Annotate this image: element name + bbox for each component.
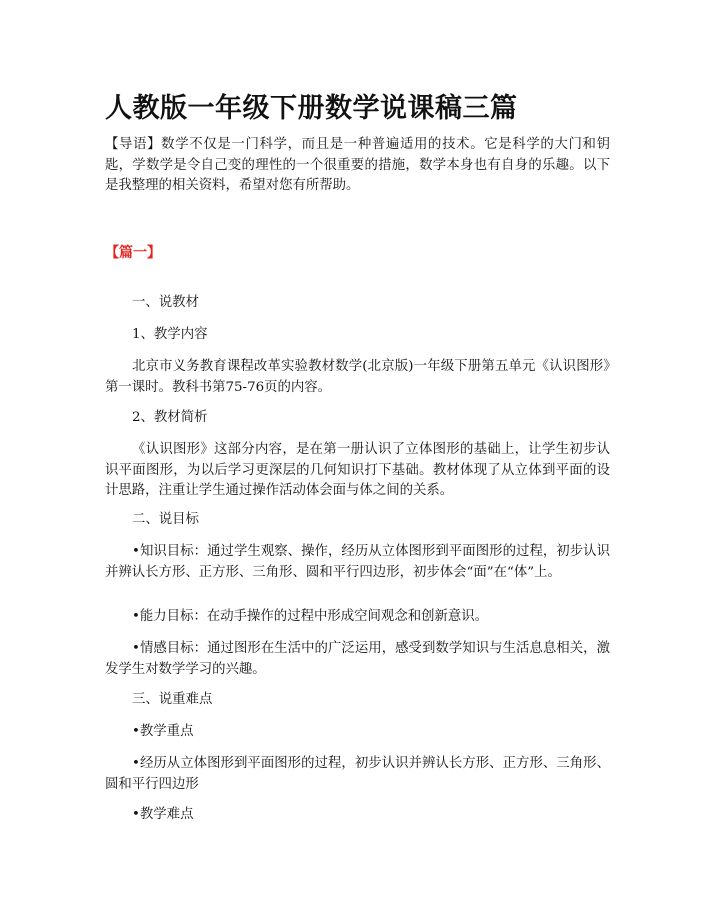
paragraph-ability-objective: •能力目标：在动手操作的过程中形成空间观念和创新意识。: [132, 609, 489, 624]
paragraph-teaching-content: 北京市义务教育课程改革实验教材数学(北京版)一年级下册第五单元《认识图形》第一课时。教科书第75-76页的内容。: [105, 359, 610, 395]
subheading-key-points: •教学重点: [132, 724, 194, 739]
paragraph-material-analysis: 《认识图形》这部分内容，是在第一册认识了立体图形的基础上，让学生初步认识平面图形，为以后学习更深层的几何知识打下基础。教材体现了从立体到平面的设计思路，注重让学生通过操作活动体会面与体之间的关系。: [105, 442, 610, 498]
heading-teaching-material: 一、说教材: [132, 295, 199, 310]
heading-objectives: 二、说目标: [132, 512, 199, 527]
subheading-material-analysis: 2、教材简析: [132, 410, 208, 425]
subheading-difficult-points: •教学难点: [132, 807, 194, 822]
section-heading-one: 【篇一】: [105, 245, 161, 261]
paragraph-emotion-objective: •情感目标：通过图形在生活中的广泛运用，感受到数学知识与生活息息相关，激发学生对数学学习的兴趣。: [105, 641, 610, 677]
heading-key-difficult-points: 三、说重难点: [132, 692, 213, 707]
paragraph-key-points: •经历从立体图形到平面图形的过程，初步认识并辨认长方形、正方形、三角形、圆和平行四边形: [105, 756, 610, 792]
document-title: 人教版一年级下册数学说课稿三篇: [105, 93, 518, 124]
subheading-teaching-content: 1、教学内容: [132, 327, 208, 342]
paragraph-knowledge-objective: •知识目标：通过学生观察、操作，经历从立体图形到平面图形的过程，初步认识并辨认长方形、正方形、三角形、圆和平行四边形，初步体会“面”在“体”上。: [105, 544, 610, 580]
intro-paragraph: 【导语】数学不仅是一门科学，而且是一种普遍适用的技术。它是科学的大门和钥匙，学数学是令自己变的理性的一个很重要的措施，数学本身也有自身的乐趣。以下是我整理的相关资料，希望对您有所帮助。: [105, 137, 610, 193]
